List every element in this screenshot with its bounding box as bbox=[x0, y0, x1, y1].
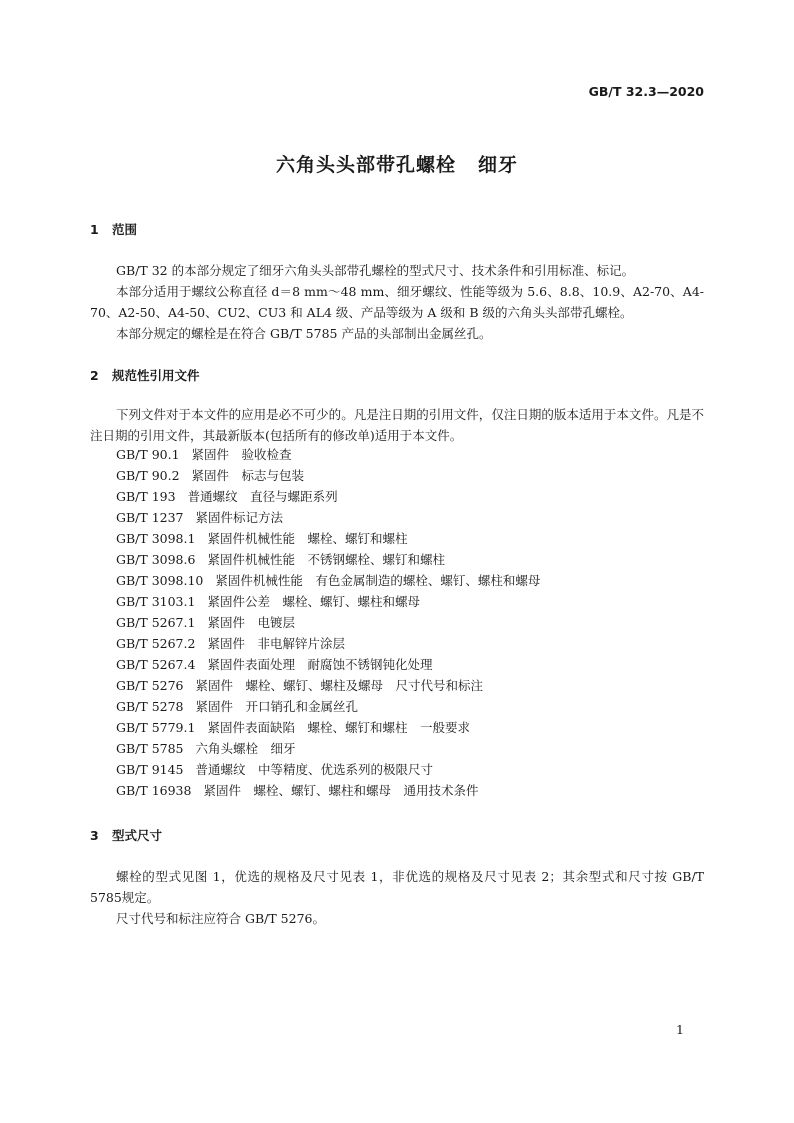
reference-code: GB/T 1237 bbox=[116, 510, 184, 525]
reference-item bbox=[116, 549, 540, 570]
section-3-heading bbox=[90, 826, 162, 844]
section-1-paragraph-3: 本部分规定的螺栓是在符合 GB/T 5785 产品的头部制出金属丝孔。 bbox=[116, 326, 492, 341]
section-2-number: 2 bbox=[90, 368, 99, 383]
reference-title: 紧固件标记方法 bbox=[195, 510, 284, 525]
reference-code: GB/T 5267.1 bbox=[116, 615, 196, 630]
reference-item bbox=[116, 633, 540, 654]
reference-item bbox=[116, 759, 540, 780]
section-3-title: 型式尺寸 bbox=[112, 828, 163, 843]
reference-title: 紧固件 非电解锌片涂层 bbox=[207, 636, 345, 651]
reference-list bbox=[116, 444, 540, 801]
section-3-paragraph-2: 尺寸代号和标注应符合 GB/T 5276。 bbox=[116, 911, 325, 926]
reference-code: GB/T 3098.1 bbox=[116, 531, 196, 546]
reference-item bbox=[116, 486, 540, 507]
section-1-paragraph-1: GB/T 32 的本部分规定了细牙六角头头部带孔螺栓的型式尺寸、技术条件和引用标准、标记。 bbox=[116, 263, 635, 278]
section-2-heading bbox=[90, 366, 200, 384]
reference-title: 六角头螺栓 细牙 bbox=[195, 741, 296, 756]
reference-title: 紧固件表面缺陷 螺栓、螺钉和螺柱 一般要求 bbox=[207, 720, 470, 735]
page-number: 1 bbox=[676, 1022, 684, 1037]
reference-code: GB/T 3098.6 bbox=[116, 552, 196, 567]
reference-title: 紧固件机械性能 有色金属制造的螺栓、螺钉、螺柱和螺母 bbox=[215, 573, 541, 588]
reference-item bbox=[116, 528, 540, 549]
reference-item bbox=[116, 738, 540, 759]
title-main: 六角头头部带孔螺栓 bbox=[275, 154, 456, 176]
reference-title: 紧固件 螺栓、螺钉、螺柱和螺母 通用技术条件 bbox=[203, 783, 479, 798]
section-3-paragraph-1: 螺栓的型式见图 1，优选的规格及尺寸见表 1，非优选的规格及尺寸见表 2；其余型式和尺寸按 GB/T 5785规定。 bbox=[90, 869, 704, 905]
section-2-title: 规范性引用文件 bbox=[112, 368, 200, 383]
reference-code: GB/T 3103.1 bbox=[116, 594, 196, 609]
reference-code: GB/T 3098.10 bbox=[116, 573, 204, 588]
reference-item bbox=[116, 591, 540, 612]
reference-item bbox=[116, 696, 540, 717]
reference-item bbox=[116, 444, 540, 465]
reference-title: 紧固件机械性能 不锈钢螺栓、螺钉和螺柱 bbox=[207, 552, 445, 567]
reference-code: GB/T 5785 bbox=[116, 741, 184, 756]
reference-title: 普通螺纹 中等精度、优选系列的极限尺寸 bbox=[195, 762, 434, 777]
reference-title: 紧固件 验收检查 bbox=[191, 447, 292, 462]
reference-item bbox=[116, 465, 540, 486]
reference-title: 紧固件 标志与包装 bbox=[191, 468, 305, 483]
reference-code: GB/T 90.1 bbox=[116, 447, 180, 462]
title-sub: 细牙 bbox=[478, 154, 519, 176]
section-1-title: 范围 bbox=[112, 222, 138, 237]
section-1-number: 1 bbox=[90, 222, 99, 237]
reference-item bbox=[116, 612, 540, 633]
reference-code: GB/T 9145 bbox=[116, 762, 184, 777]
reference-code: GB/T 5278 bbox=[116, 699, 184, 714]
document-title bbox=[0, 150, 794, 177]
reference-item bbox=[116, 675, 540, 696]
reference-code: GB/T 5267.2 bbox=[116, 636, 196, 651]
section-1-paragraph-2: 本部分适用于螺纹公称直径 d＝8 mm～48 mm、细牙螺纹、性能等级为 5.6、8.8、10.9、A2-70、A4-70、A2-50、A4-50、CU2、CU3 和 AL4 级、产品等级为 A 级和 B 级的六角头头部带孔螺栓。 bbox=[90, 284, 704, 320]
reference-code: GB/T 90.2 bbox=[116, 468, 180, 483]
reference-item bbox=[116, 780, 540, 801]
reference-code: GB/T 5779.1 bbox=[116, 720, 196, 735]
reference-item bbox=[116, 507, 540, 528]
reference-code: GB/T 5276 bbox=[116, 678, 184, 693]
reference-title: 紧固件 开口销孔和金属丝孔 bbox=[195, 699, 359, 714]
reference-title: 紧固件表面处理 耐腐蚀不锈钢钝化处理 bbox=[207, 657, 433, 672]
reference-code: GB/T 16938 bbox=[116, 783, 192, 798]
reference-title: 普通螺纹 直径与螺距系列 bbox=[187, 489, 338, 504]
reference-title: 紧固件 螺栓、螺钉、螺柱及螺母 尺寸代号和标注 bbox=[195, 678, 484, 693]
section-1-heading bbox=[90, 220, 137, 238]
reference-title: 紧固件机械性能 螺栓、螺钉和螺柱 bbox=[207, 531, 408, 546]
standard-code: GB/T 32.3—2020 bbox=[588, 84, 704, 99]
reference-item bbox=[116, 570, 540, 591]
section-2-intro: 下列文件对于本文件的应用是必不可少的。凡是注日期的引用文件，仅注日期的版本适用于本文件。凡是不注日期的引用文件，其最新版本(包括所有的修改单)适用于本文件。 bbox=[90, 407, 704, 443]
reference-item bbox=[116, 654, 540, 675]
reference-code: GB/T 5267.4 bbox=[116, 657, 196, 672]
section-3-number: 3 bbox=[90, 828, 99, 843]
reference-title: 紧固件公差 螺栓、螺钉、螺柱和螺母 bbox=[207, 594, 420, 609]
reference-code: GB/T 193 bbox=[116, 489, 176, 504]
reference-item bbox=[116, 717, 540, 738]
reference-title: 紧固件 电镀层 bbox=[207, 615, 295, 630]
